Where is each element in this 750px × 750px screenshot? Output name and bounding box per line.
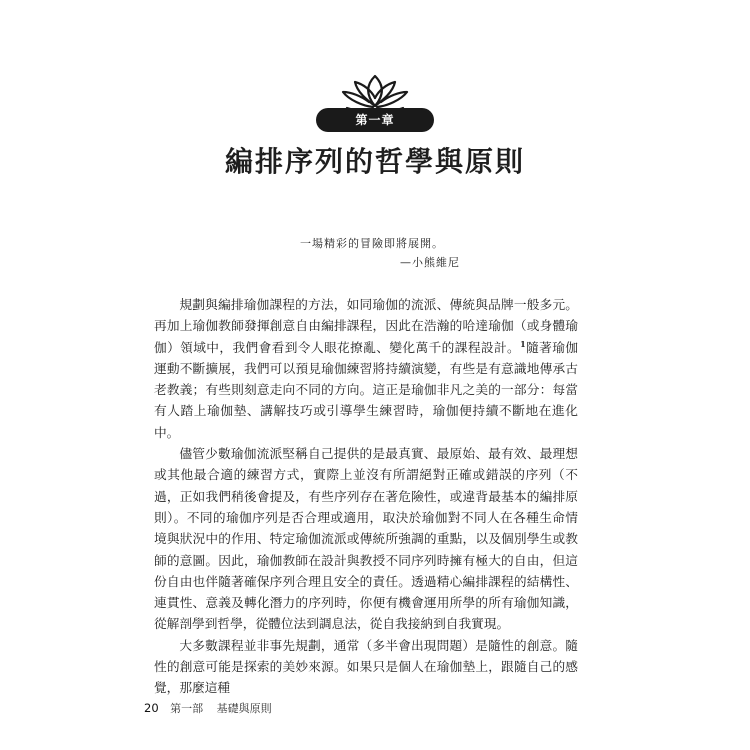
epigraph-quote: 一場精彩的冒險即將展開。: [300, 237, 444, 250]
paragraph-text: 隨著瑜伽運動不斷擴展，我們可以預見瑜伽練習將持續演變，有些是有意識地傳承古老教義；有些則刻意走向不同的方向。這正是瑜伽非凡之美的一部分：每當有人踏上瑜伽墊、講解技巧或引導學生練習時，瑜伽便持續不斷地在進化中。: [154, 339, 579, 440]
epigraph-attribution: —小熊維尼: [400, 256, 460, 269]
page-footer: [144, 700, 272, 716]
paragraph-text: 規劃與編排瑜伽課程的方法，如同瑜伽的流派、傳統與品牌一般多元。再加上瑜伽教師發揮創意自由編排課程，因此在浩瀚的哈達瑜伽（或身體瑜伽）領域中，我們會看到令人眼花撩亂、變化萬千的課程設計。: [154, 297, 578, 355]
epigraph: [300, 234, 460, 272]
paragraph: 儘管少數瑜伽流派堅稱自己提供的是最真實、最原始、最有效、最理想或其他最合適的練習方式，實際上並沒有所謂絕對正確或錯誤的序列（不過，正如我們稍後會提及，有些序列存在著危險性，或違背最基本的編排原則）。不同的瑜伽序列是否合理或適用，取決於瑜伽對不同人在各種生命情境與狀況中的作用、特定瑜伽流派或傳統所強調的重點，以及個別學生或教師的意圖。因此，瑜伽教師在設計與教授不同序列時擁有極大的自由，但這份自由也伴隨著確保序列合理且安全的責任。透過精心編排課程的結構性、連貫性、意義及轉化潛力的序列時，你便有機會運用所學的所有瑜伽知識，從解剖學到哲學，從體位法到調息法，從自我接納到自我實現。: [154, 446, 578, 632]
chapter-title: 編排序列的哲學與原則: [224, 145, 525, 178]
paragraph: 大多數課程並非事先規劃，通常（多半會出現問題）是隨性的創意。隨性的創意可能是探索的美妙來源。如果只是個人在瑜伽墊上，跟隨自己的感覺，那麼這種: [154, 637, 578, 696]
paragraph: [154, 294, 578, 443]
chapter-badge: 第一章: [316, 108, 434, 132]
footer-section: 第一部: [170, 702, 204, 715]
footer-section-title: 基礎與原則: [216, 702, 272, 715]
page-number: 20: [144, 701, 159, 715]
body-text: [154, 294, 578, 699]
footnote-marker[interactable]: 1: [520, 338, 526, 349]
